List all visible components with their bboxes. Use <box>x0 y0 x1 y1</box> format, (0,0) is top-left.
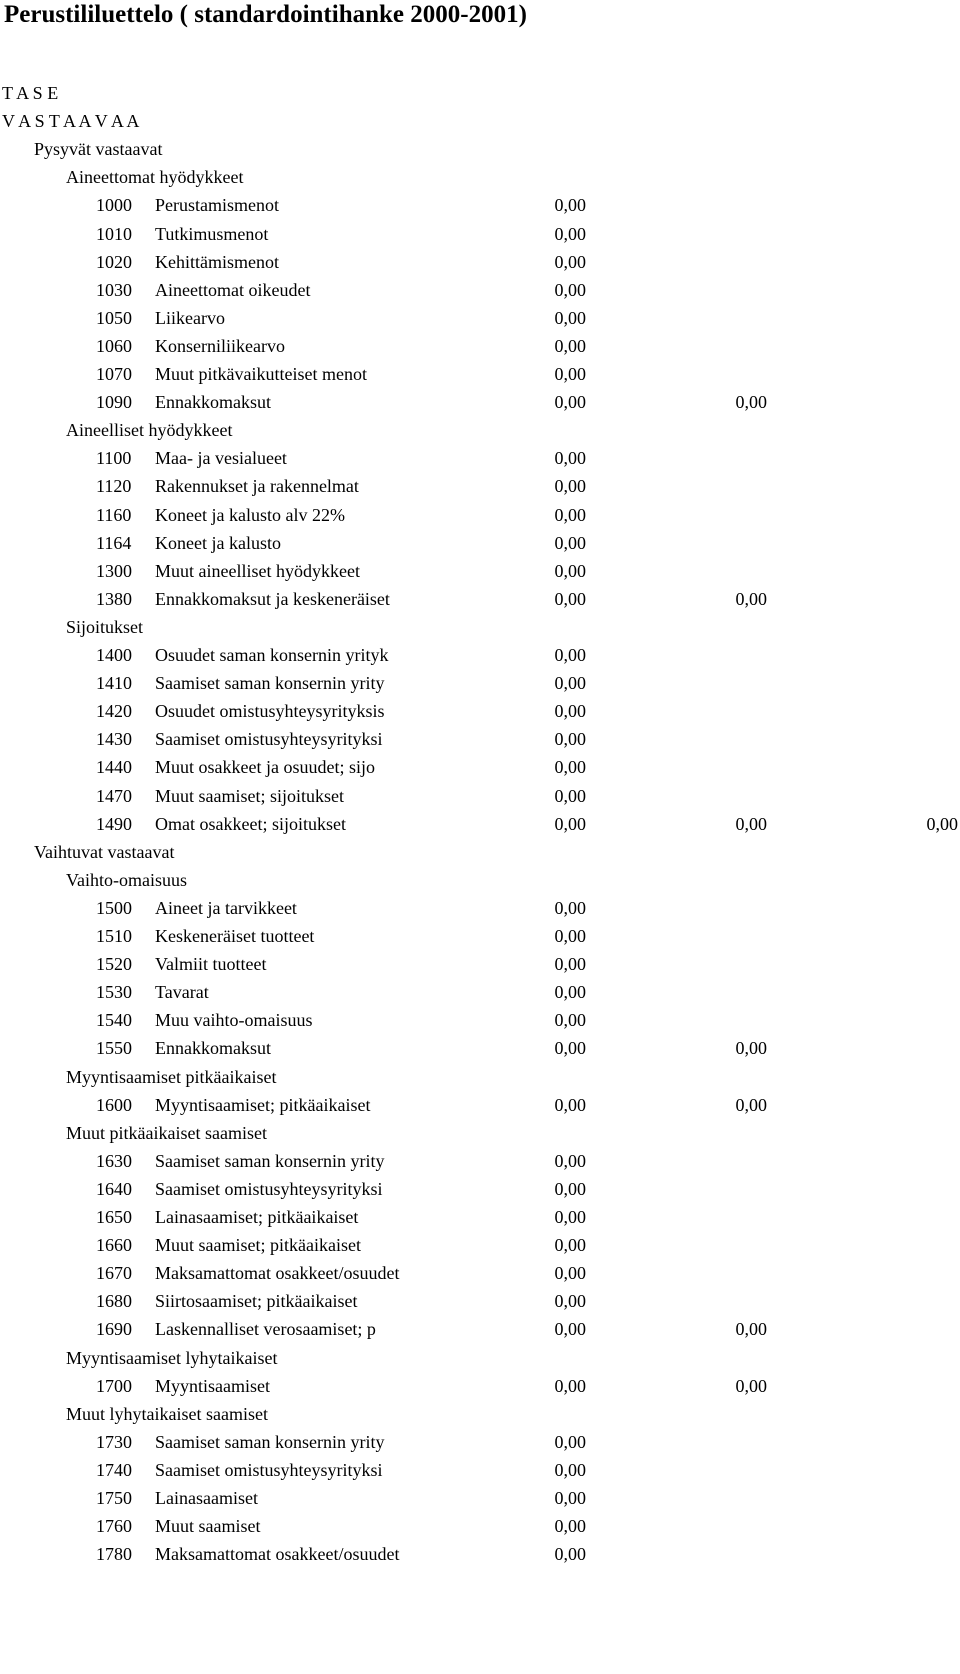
account-name: Ennakkomaksut <box>155 1038 271 1059</box>
section-heading <box>0 1063 960 1091</box>
account-code: 1020 <box>96 251 132 272</box>
account-row <box>0 922 960 950</box>
account-code: 1440 <box>96 757 132 778</box>
account-name: Myyntisaamiset; pitkäaikaiset <box>155 1094 371 1115</box>
account-code: 1660 <box>96 1235 132 1256</box>
account-row <box>0 669 960 697</box>
account-code: 1030 <box>96 279 132 300</box>
value-col-1: 0,00 <box>554 335 586 356</box>
account-code: 1420 <box>96 701 132 722</box>
heading-text: Vaihto-omaisuus <box>66 869 187 890</box>
account-code: 1400 <box>96 645 132 665</box>
value-col-2: 0,00 <box>735 1375 767 1396</box>
value-col-1: 0,00 <box>554 1207 586 1227</box>
account-row <box>0 1091 960 1119</box>
account-row <box>0 529 960 557</box>
section-heading <box>0 613 960 641</box>
value-col-1: 0,00 <box>554 1319 586 1340</box>
account-name: Saamiset saman konsernin yrity <box>155 673 385 694</box>
section-heading <box>0 163 960 191</box>
heading-text: Aineettomat hyödykkeet <box>66 167 244 188</box>
value-col-1: 0,00 <box>554 223 586 244</box>
account-row <box>0 810 960 838</box>
account-row <box>0 220 960 248</box>
account-code: 1740 <box>96 1459 132 1480</box>
account-name: Konserniliikearvo <box>155 335 285 356</box>
heading-text: Pysyvät vastaavat <box>34 139 163 160</box>
section-heading <box>0 135 960 163</box>
section-heading <box>0 416 960 444</box>
account-code: 1520 <box>96 954 132 975</box>
account-row <box>0 304 960 332</box>
account-row <box>0 1315 960 1343</box>
value-col-1: 0,00 <box>554 251 586 272</box>
account-code: 1550 <box>96 1038 132 1059</box>
account-name: Ennakkomaksut ja keskeneräiset <box>155 588 390 609</box>
section-heading <box>0 79 960 107</box>
value-col-1: 0,00 <box>554 1544 586 1565</box>
value-col-1: 0,00 <box>554 1094 586 1115</box>
account-row <box>0 1372 960 1400</box>
account-name: Tutkimusmenot <box>155 223 269 244</box>
section-heading <box>0 866 960 894</box>
value-col-1: 0,00 <box>554 1291 586 1312</box>
account-name: Muut saamiset; pitkäaikaiset <box>155 1235 361 1256</box>
value-col-1: 0,00 <box>554 504 586 525</box>
account-row <box>0 276 960 304</box>
account-name: Valmiit tuotteet <box>155 954 267 975</box>
value-col-1: 0,00 <box>554 1263 586 1284</box>
value-col-2: 0,00 <box>735 588 767 609</box>
account-row <box>0 697 960 725</box>
account-row <box>0 191 960 219</box>
account-code: 1430 <box>96 729 132 750</box>
account-name: Tavarat <box>155 982 209 1003</box>
account-row <box>0 1231 960 1259</box>
account-code: 1750 <box>96 1488 132 1508</box>
value-col-1: 0,00 <box>554 757 586 778</box>
account-name: Saamiset saman konsernin yrity <box>155 1150 385 1171</box>
value-col-1: 0,00 <box>554 673 586 694</box>
section-heading <box>0 838 960 866</box>
account-name: Ennakkomaksut <box>155 392 271 413</box>
account-name: Kehittämismenot <box>155 251 279 272</box>
value-col-1: 0,00 <box>554 195 586 216</box>
heading-text: Vaihtuvat vastaavat <box>34 841 175 862</box>
account-row <box>0 1540 960 1568</box>
value-col-1: 0,00 <box>554 279 586 300</box>
value-col-2: 0,00 <box>735 1094 767 1115</box>
value-col-2: 0,00 <box>735 813 767 834</box>
account-row <box>0 557 960 585</box>
account-code: 1000 <box>96 195 132 216</box>
account-name: Muut aineelliset hyödykkeet <box>155 560 360 581</box>
account-code: 1120 <box>96 476 132 497</box>
value-col-1: 0,00 <box>554 926 586 946</box>
value-col-1: 0,00 <box>554 1516 586 1537</box>
account-code: 1700 <box>96 1375 132 1396</box>
account-code: 1060 <box>96 335 132 356</box>
account-row <box>0 332 960 360</box>
account-code: 1100 <box>96 448 132 469</box>
account-row <box>0 1034 960 1062</box>
value-col-1: 0,00 <box>554 785 586 806</box>
account-code: 1690 <box>96 1319 132 1340</box>
account-code: 1760 <box>96 1516 132 1537</box>
heading-text: V A S T A A V A A <box>2 111 140 132</box>
account-name: Muut saamiset <box>155 1516 261 1537</box>
heading-text: Myyntisaamiset lyhytaikaiset <box>66 1347 278 1368</box>
account-row <box>0 1175 960 1203</box>
section-heading <box>0 1119 960 1147</box>
account-row <box>0 782 960 810</box>
value-col-3: 0,00 <box>926 813 958 834</box>
account-name: Rakennukset ja rakennelmat <box>155 476 359 497</box>
value-col-1: 0,00 <box>554 813 586 834</box>
value-col-1: 0,00 <box>554 982 586 1003</box>
account-name: Omat osakkeet; sijoitukset <box>155 813 346 834</box>
account-code: 1780 <box>96 1544 132 1565</box>
account-code: 1600 <box>96 1094 132 1115</box>
account-code: 1090 <box>96 392 132 413</box>
account-row <box>0 753 960 781</box>
account-name: Muut osakkeet ja osuudet; sijo <box>155 757 375 778</box>
value-col-1: 0,00 <box>554 701 586 722</box>
account-name: Koneet ja kalusto alv 22% <box>155 504 345 525</box>
account-row <box>0 444 960 472</box>
account-code: 1300 <box>96 560 132 581</box>
account-name: Keskeneräiset tuotteet <box>155 926 315 946</box>
section-heading <box>0 1400 960 1428</box>
account-code: 1510 <box>96 926 132 946</box>
account-row <box>0 585 960 613</box>
value-col-1: 0,00 <box>554 1431 586 1452</box>
account-code: 1650 <box>96 1207 132 1227</box>
account-row <box>0 1484 960 1512</box>
account-name: Lainasaamiset; pitkäaikaiset <box>155 1207 359 1227</box>
heading-text: Muut pitkäaikaiset saamiset <box>66 1122 267 1143</box>
account-code: 1540 <box>96 1010 132 1031</box>
value-col-1: 0,00 <box>554 588 586 609</box>
account-name: Siirtosaamiset; pitkäaikaiset <box>155 1291 358 1312</box>
account-name: Laskennalliset verosaamiset; p <box>155 1319 376 1340</box>
value-col-1: 0,00 <box>554 897 586 918</box>
account-code: 1380 <box>96 588 132 609</box>
account-code: 1500 <box>96 897 132 918</box>
account-name: Muut saamiset; sijoitukset <box>155 785 344 806</box>
account-row <box>0 894 960 922</box>
account-row <box>0 950 960 978</box>
account-name: Aineettomat oikeudet <box>155 279 311 300</box>
account-row <box>0 1512 960 1540</box>
account-name: Saamiset omistusyhteysyrityksi <box>155 1459 383 1480</box>
account-code: 1164 <box>96 532 132 553</box>
value-col-1: 0,00 <box>554 1375 586 1396</box>
account-row <box>0 388 960 416</box>
account-name: Osuudet saman konsernin yrityk <box>155 645 389 665</box>
value-col-1: 0,00 <box>554 364 586 384</box>
account-row <box>0 978 960 1006</box>
value-col-2: 0,00 <box>735 1319 767 1340</box>
account-row <box>0 1428 960 1456</box>
section-heading <box>0 1344 960 1372</box>
account-code: 1640 <box>96 1178 132 1199</box>
account-code: 1050 <box>96 307 132 328</box>
value-col-1: 0,00 <box>554 954 586 975</box>
account-name: Osuudet omistusyhteysyrityksis <box>155 701 385 722</box>
account-name: Maa- ja vesialueet <box>155 448 287 469</box>
account-row <box>0 1006 960 1034</box>
account-code: 1160 <box>96 504 132 525</box>
account-name: Perustamismenot <box>155 195 279 216</box>
account-code: 1530 <box>96 982 132 1003</box>
account-row <box>0 501 960 529</box>
value-col-1: 0,00 <box>554 307 586 328</box>
heading-text: Myyntisaamiset pitkäaikaiset <box>66 1066 277 1087</box>
account-name: Myyntisaamiset <box>155 1375 270 1396</box>
account-name: Koneet ja kalusto <box>155 532 281 553</box>
account-name: Maksamattomat osakkeet/osuudet <box>155 1544 400 1565</box>
value-col-2: 0,00 <box>735 1038 767 1059</box>
account-name: Aineet ja tarvikkeet <box>155 897 297 918</box>
account-row <box>0 1147 960 1175</box>
heading-text: Aineelliset hyödykkeet <box>66 420 233 441</box>
value-col-1: 0,00 <box>554 1150 586 1171</box>
account-row <box>0 1287 960 1315</box>
account-name: Saamiset omistusyhteysyrityksi <box>155 1178 383 1199</box>
section-heading <box>0 107 960 135</box>
account-code: 1730 <box>96 1431 132 1452</box>
heading-text: T A S E <box>2 83 59 103</box>
account-code: 1010 <box>96 223 132 244</box>
value-col-1: 0,00 <box>554 1038 586 1059</box>
value-col-1: 0,00 <box>554 645 586 665</box>
account-name: Maksamattomat osakkeet/osuudet <box>155 1263 400 1284</box>
value-col-1: 0,00 <box>554 476 586 497</box>
account-name: Muu vaihto-omaisuus <box>155 1010 313 1031</box>
heading-text: Muut lyhytaikaiset saamiset <box>66 1403 268 1424</box>
value-col-1: 0,00 <box>554 1178 586 1199</box>
value-col-1: 0,00 <box>554 1010 586 1031</box>
value-col-1: 0,00 <box>554 1459 586 1480</box>
account-name: Saamiset saman konsernin yrity <box>155 1431 385 1452</box>
value-col-1: 0,00 <box>554 392 586 413</box>
page-title: Perustililuettelo ( standardointihanke 2000-2001) <box>4 1 527 28</box>
account-row <box>0 1259 960 1287</box>
account-code: 1630 <box>96 1150 132 1171</box>
account-name: Muut pitkävaikutteiset menot <box>155 364 367 384</box>
account-name: Saamiset omistusyhteysyrityksi <box>155 729 383 750</box>
account-row <box>0 641 960 669</box>
account-row <box>0 360 960 388</box>
value-col-1: 0,00 <box>554 729 586 750</box>
account-code: 1410 <box>96 673 132 694</box>
account-row <box>0 1456 960 1484</box>
account-row <box>0 1203 960 1231</box>
account-code: 1680 <box>96 1291 132 1312</box>
value-col-1: 0,00 <box>554 532 586 553</box>
value-col-2: 0,00 <box>735 392 767 413</box>
value-col-1: 0,00 <box>554 1235 586 1256</box>
value-col-1: 0,00 <box>554 448 586 469</box>
account-name: Lainasaamiset <box>155 1488 258 1508</box>
account-name: Liikearvo <box>155 307 225 328</box>
value-col-1: 0,00 <box>554 560 586 581</box>
account-code: 1470 <box>96 785 132 806</box>
account-code: 1670 <box>96 1263 132 1284</box>
heading-text: Sijoitukset <box>66 616 144 637</box>
account-row <box>0 248 960 276</box>
account-row <box>0 472 960 500</box>
account-code: 1490 <box>96 813 132 834</box>
account-row <box>0 725 960 753</box>
value-col-1: 0,00 <box>554 1488 586 1508</box>
account-code: 1070 <box>96 364 132 384</box>
